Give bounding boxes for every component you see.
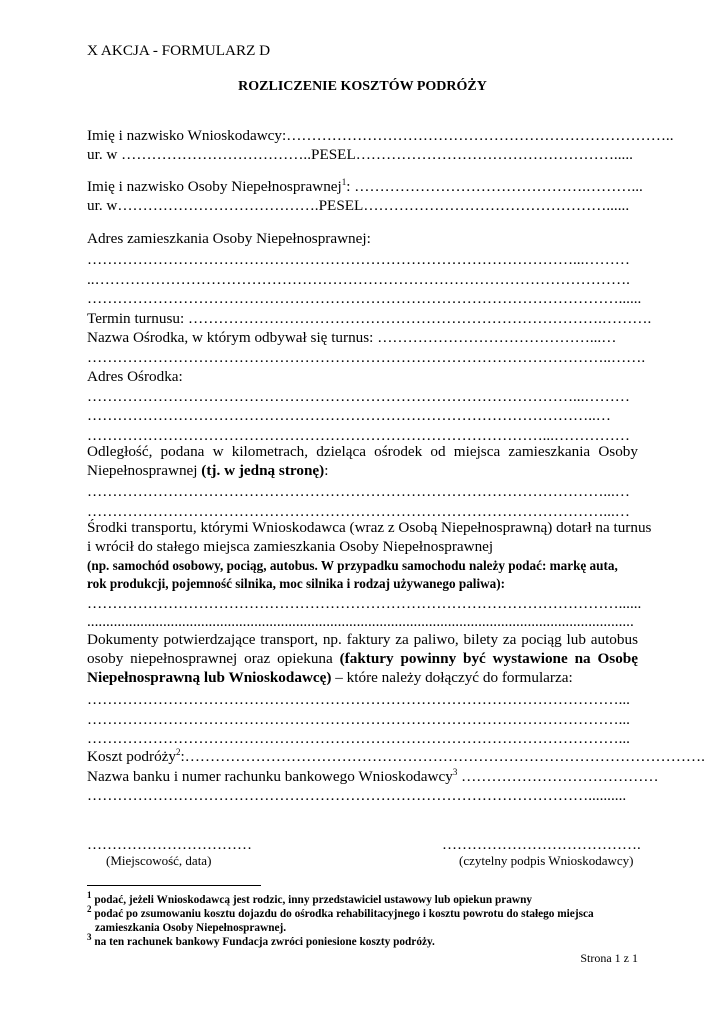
footnote-ref-1: 1 <box>341 176 347 187</box>
form-title: ROZLICZENIE KOSZTÓW PODRÓŻY <box>238 79 487 94</box>
footnote-ref-3: 3 <box>452 766 458 777</box>
distance-emphasis: (tj. w jedną stronę) <box>201 462 325 479</box>
footnote-text: zamieszkania Osoby Niepełnosprawnej. <box>95 922 287 934</box>
documents-text <box>87 649 638 668</box>
travel-cost-dots: :…………………………………………………………………………………………. <box>180 748 705 765</box>
center-address-line: ………………………………………………………………………………………..… <box>87 407 611 424</box>
distance-line: …………………………………………………………………………………………...… <box>87 483 630 500</box>
address-label: Adres zamieszkania Osoby Niepełnosprawnej: <box>87 230 371 247</box>
documents-text-part: – które należy dołączyć do formularza: <box>331 669 573 686</box>
documents-text-part: osoby niepełnosprawnej oraz opiekuna <box>87 650 340 667</box>
footnote-2 <box>87 904 647 921</box>
center-address-line: ………………………………………………………………………………...…………… <box>87 427 630 444</box>
footnote-divider <box>87 885 261 886</box>
distance-text: Odległość, podana w kilometrach, dzieląca ośrodek od miejsca zamieszkania Osoby <box>87 443 638 460</box>
address-line: ……………………………………………………………………………………...……… <box>87 251 630 268</box>
transport-hint: (np. samochód osobowy, pociąg, autobus. W przypadku samochodu należy podać: markę auta, <box>87 558 618 573</box>
transport-hint: rok produkcji, pojemność silnika, moc silnika i rodzaj używanego paliwa): <box>87 576 506 591</box>
distance-text-part: Niepełnosprawnej <box>87 462 202 479</box>
footnote-mark: 2 <box>87 904 92 915</box>
page-number: Strona 1 z 1 <box>580 951 638 965</box>
footnote-1 <box>87 890 647 907</box>
form-header: X AKCJA - FORMULARZ D <box>87 42 271 59</box>
footnote-ref-2: 2 <box>176 746 181 757</box>
documents-text <box>87 668 638 687</box>
documents-line: ……………………………………………………………………………………………... <box>87 711 630 728</box>
footnote-mark: 1 <box>87 890 92 901</box>
center-name-field: Nazwa Ośrodka, w którym odbywał się turnus: ……………………………………...… <box>87 329 617 346</box>
place-date-label: (Miejscowość, data) <box>106 853 212 868</box>
disabled-person-birth-pesel-field: ur. w………………………………….PESEL…………………………………………...... <box>87 197 630 214</box>
disabled-person-name-label: Imię i nazwisko Osoby Niepełnosprawnej <box>87 178 342 195</box>
disabled-person-name-dots: : ……………………………………….………... <box>346 178 643 195</box>
travel-cost-label: Koszt podróży <box>87 748 176 765</box>
documents-emphasis: (faktury powinny być wystawione na Osobę <box>339 650 638 667</box>
distance-line: …………………………………………………………………………………………...… <box>87 503 630 520</box>
travel-cost-field <box>87 746 705 766</box>
footnote-text: na ten rachunek bankowy Fundacja zwróci poniesione koszty podróży. <box>94 936 435 948</box>
distance-text <box>87 461 638 480</box>
documents-line: ……………………………………………………………………………………………... <box>87 691 630 708</box>
place-date-dots: …………………………… <box>87 837 252 853</box>
transport-text: i wrócił do stałego miejsca zamieszkania Osoby Niepełnosprawnej <box>87 538 494 555</box>
bank-account-field <box>87 766 659 786</box>
documents-text: Dokumenty potwierdzające transport, np. faktury za paliwo, bilety za pociąg lub autobus <box>87 631 638 648</box>
documents-emphasis: Niepełnosprawną lub Wnioskodawcę) <box>87 669 332 686</box>
applicant-birth-pesel-field: ur. w ………………………………..PESEL……………………………………………..... <box>87 146 633 163</box>
distance-text-part: : <box>324 462 329 479</box>
turnus-term-field: Termin turnusu: ……………………………………………………………………….………. <box>87 310 652 327</box>
bank-account-dots: ………………………………… <box>457 768 659 785</box>
center-address-line: ……………………………………………………………………………………...……… <box>87 388 630 405</box>
disabled-person-name-field <box>87 176 643 196</box>
center-name-line: …………………………………………………………………………………………..……. <box>87 349 646 366</box>
footnote-text: podać, jeżeli Wnioskodawcą jest rodzic, inny przedstawiciel ustawowy lub opiekun prawny <box>94 894 533 906</box>
signature-dots: …………………………………. <box>442 837 641 853</box>
bank-account-line: ……………………………………………………………………………………….......... <box>87 787 627 804</box>
transport-line: ……………………………………………………………………………………………...... <box>87 595 642 612</box>
footnote-text: podać po zsumowaniu kosztu dojazdu do ośrodka rehabilitacyjnego i kosztu powrotu do stałego miejsca <box>94 908 594 920</box>
footnote-mark: 3 <box>87 932 92 943</box>
transport-text: Środki transportu, którymi Wnioskodawca (wraz z Osobą Niepełnosprawną) dotarł na turnus <box>87 519 652 536</box>
footnote-3 <box>87 932 647 949</box>
applicant-name-field: Imię i nazwisko Wnioskodawcy:………………………………………………………………….. <box>87 127 674 144</box>
signature-label: (czytelny podpis Wnioskodawcy) <box>459 853 634 868</box>
address-line: ..……………………………………………………………………………………………. <box>87 271 630 288</box>
address-line: ……………………………………………………………………………………………...... <box>87 290 642 307</box>
transport-line: ................................................................................................................................................ <box>87 613 634 630</box>
footnote-2-continued <box>87 921 647 935</box>
bank-account-label: Nazwa banku i numer rachunku bankowego Wnioskodawcy <box>87 768 453 785</box>
documents-line: ……………………………………………………………………………………………... <box>87 730 630 747</box>
center-address-label: Adres Ośrodka: <box>87 368 183 385</box>
